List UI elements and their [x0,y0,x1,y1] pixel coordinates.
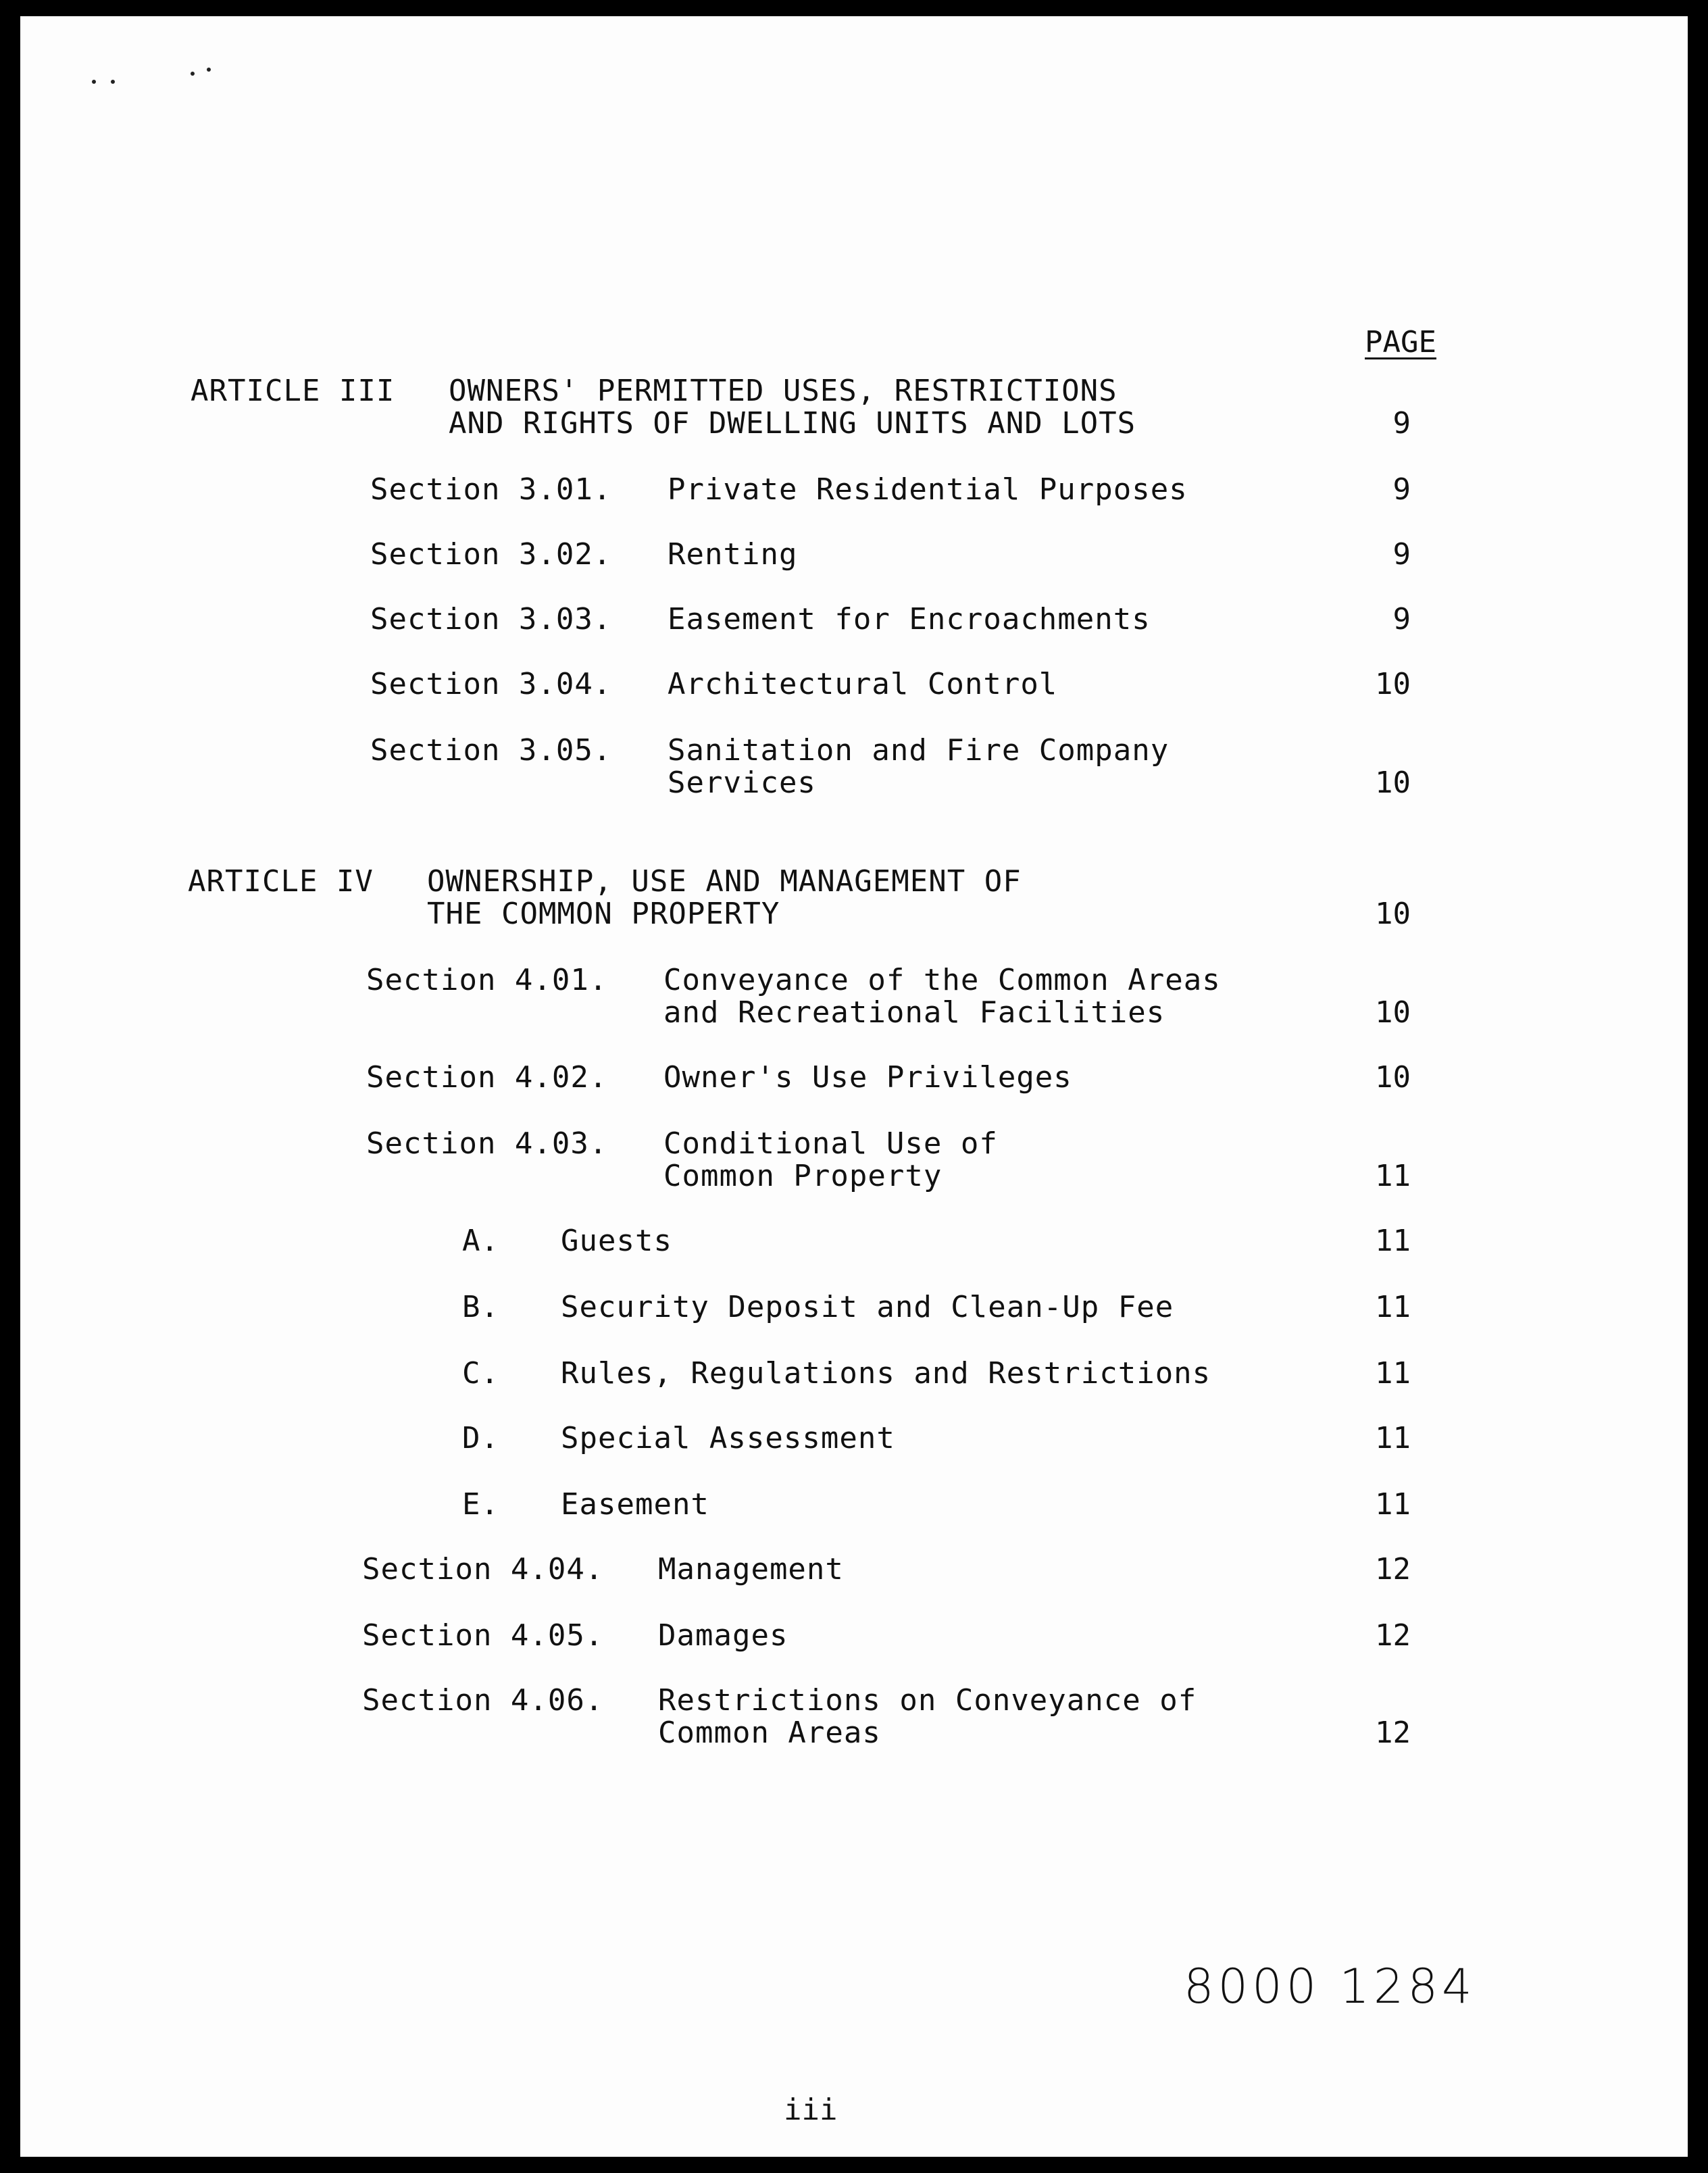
section-page-number: 12 [1375,1618,1411,1653]
section-number: Section 3.02. [370,537,612,572]
article-page-number: 10 [1375,897,1411,931]
section-number: Section 4.02. [366,1060,608,1095]
section-page-number: 9 [1392,472,1411,507]
article-label: ARTICLE IV [188,864,374,899]
section-number: Section 4.01. [366,963,608,997]
section-title: Conveyance of the Common Areas [663,963,1221,997]
section-title: Restrictions on Conveyance of [658,1683,1197,1718]
scan-speck [207,68,211,72]
section-title: Easement for Encroachments [668,602,1151,636]
page-folio: iii [784,2093,838,2127]
scan-speck [92,80,96,84]
section-title: Services [668,766,816,800]
subsection-title: Guests [561,1224,672,1258]
subsection-letter: D. [462,1421,499,1455]
section-number: Section 4.04. [362,1552,604,1587]
subsection-letter: B. [462,1290,499,1324]
article-page-number: 9 [1392,406,1411,441]
scan-speck [111,80,115,84]
subsection-page-number: 11 [1375,1356,1411,1391]
document-page [20,16,1688,2157]
section-title: and Recreational Facilities [663,995,1165,1030]
article-title: OWNERS' PERMITTED USES, RESTRICTIONS [449,374,1117,408]
section-title: Renting [668,537,798,572]
section-title: Common Areas [658,1716,881,1750]
subsection-page-number: 11 [1375,1224,1411,1258]
section-title: Private Residential Purposes [668,472,1188,507]
section-page-number: 10 [1375,995,1411,1030]
article-label: ARTICLE III [191,374,395,408]
subsection-title: Rules, Regulations and Restrictions [561,1356,1211,1391]
article-title: THE COMMON PROPERTY [427,897,780,931]
section-page-number: 9 [1392,537,1411,572]
subsection-letter: A. [462,1224,499,1258]
subsection-title: Special Assessment [561,1421,895,1455]
section-page-number: 10 [1375,1060,1411,1095]
subsection-letter: C. [462,1356,499,1391]
section-number: Section 4.06. [362,1683,604,1718]
section-title: Sanitation and Fire Company [668,733,1170,768]
subsection-page-number: 11 [1375,1290,1411,1324]
document-number: 8000 1284 [1184,1959,1476,2014]
subsection-title: Security Deposit and Clean-Up Fee [561,1290,1174,1324]
subsection-letter: E. [462,1487,499,1522]
subsection-page-number: 11 [1375,1487,1411,1522]
section-number: Section 3.04. [370,667,612,701]
section-number: Section 4.03. [366,1126,608,1161]
page-column-header: PAGE [1365,325,1436,359]
subsection-page-number: 11 [1375,1421,1411,1455]
section-title: Conditional Use of [663,1126,998,1161]
scan-speck [191,72,195,76]
section-title: Owner's Use Privileges [663,1060,1072,1095]
section-title: Common Property [663,1159,943,1193]
section-page-number: 12 [1375,1716,1411,1750]
article-title: OWNERSHIP, USE AND MANAGEMENT OF [427,864,1022,899]
section-page-number: 10 [1375,766,1411,800]
section-page-number: 9 [1392,602,1411,636]
section-number: Section 3.01. [370,472,612,507]
section-number: Section 3.03. [370,602,612,636]
section-page-number: 12 [1375,1552,1411,1587]
article-title: AND RIGHTS OF DWELLING UNITS AND LOTS [449,406,1136,441]
section-title: Damages [658,1618,788,1653]
subsection-title: Easement [561,1487,709,1522]
section-number: Section 4.05. [362,1618,604,1653]
section-page-number: 10 [1375,667,1411,701]
section-title: Architectural Control [668,667,1058,701]
section-title: Management [658,1552,844,1587]
section-number: Section 3.05. [370,733,612,768]
section-page-number: 11 [1375,1159,1411,1193]
